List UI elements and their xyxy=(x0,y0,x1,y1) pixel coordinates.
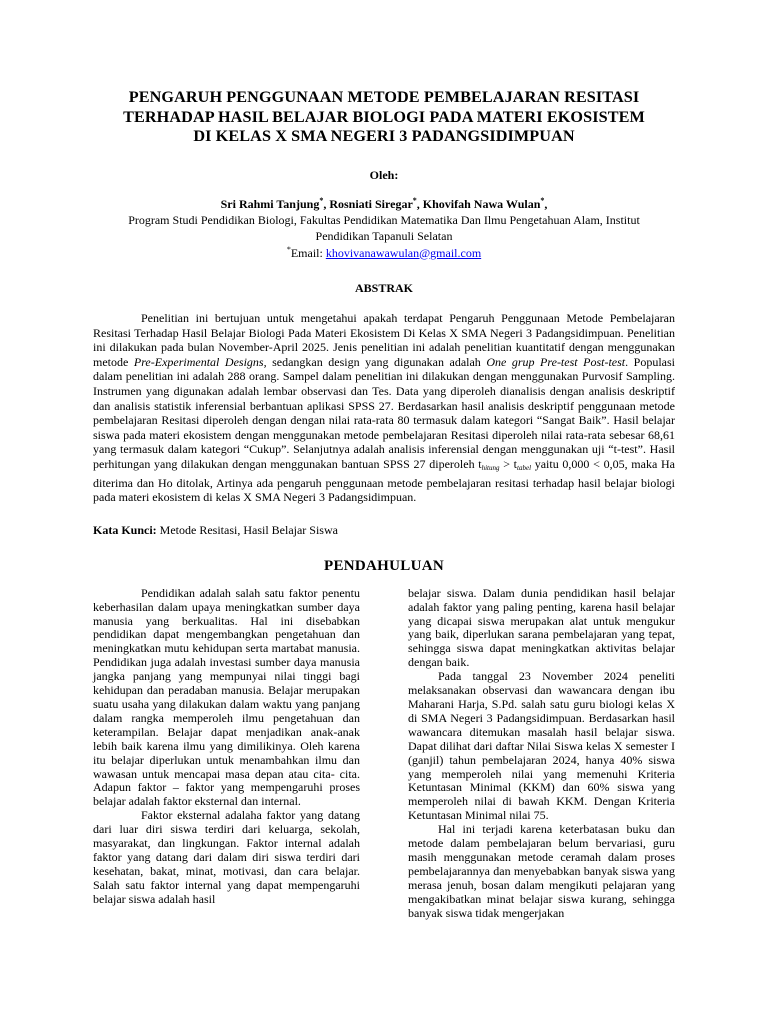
paragraph: Pada tanggal 23 November 2024 peneliti melaksanakan observasi dan wawancara dengan ibu Maharani Harja, S.Pd. salah satu guru biologi kelas X di SMA Negeri 3 Padangsidimpuan. Berdasarkan hasil wawancara ditemukan masalah hasil belajar siswa. Dapat dilihat dari daftar Nilai Siswa kelas X semester I (ganjil) tahun pembelajaran 2024, hanya 40% siswa yang memperoleh nilai yang memenuhi Kriteria Ketuntasan Minimal (KKM) dan 60% siswa yang memperoleh nilai di bawah KKM. Dengan Kriteria Ketuntasan Minimal nilai 75. xyxy=(408,669,675,823)
paragraph: Pendidikan adalah salah satu faktor penentu keberhasilan dalam upaya meningkatkan sumber daya manusia yang berkualitas. Hal ini disebabkan pendidikan dapat mengembangkan pengetahuan dan meningkatkan mutu kehidupan serta martabat manusia. Pendidikan juga adalah investasi sumber daya manusia jangka panjang yang mempunyai nilai tinggi bagi kehidupan dan peradaban manusia. Belajar merupakan suatu usaha yang dilakukan dalam waktu yang panjang dalam rangka memperoleh ilmu pengetahuan dan keterampilan. Belajar dapat menjadikan anak-anak lebih baik karena ilmu yang dimilikinya. Oleh karena itu belajar diperlukan untuk menambahkan ilmu dan wawasan untuk mencapai masa depan atau cita- cita. Adapun faktor – faktor yang mempengaruhi proses belajar adalah faktor eksternal dan internal. xyxy=(93,585,360,809)
paragraph: Faktor eksternal adalaha faktor yang datang dari luar diri siswa terdiri dari keluarga, sekolah, masyarakat, dan lingkungan. Faktor internal adalah faktor yang datang dari dalam diri siswa terdiri dari kesehatan, bakat, minat, motivasi, dan cara belajar. Salah satu faktor internal yang dapat mempengaruhi belajar siswa adalah hasil xyxy=(93,808,360,906)
email-link[interactable]: khovivanawawulan@gmail.com xyxy=(325,245,482,260)
abstract-part-2: sedangkan design yang digunakan adalah xyxy=(266,354,487,369)
keywords-text: Metode Resitasi, Hasil Belajar Siswa xyxy=(156,522,338,537)
right-column xyxy=(408,587,675,921)
affiliation-line-2: Pendidikan Tapanuli Selatan xyxy=(315,229,453,243)
author-3: Khovifah Nawa Wulan xyxy=(422,196,541,211)
author-separator: , xyxy=(416,196,423,211)
paragraph: Hal ini terjadi karena keterbatasan buku dan metode dalam pembelajaran belum bervariasi, guru masih menggunakan metode ceramah dalam proses pembelajarannya dan menyebabkan banyak siswa yang merasa jenuh, bosan dalam mengikuti pelajaran yang mengakibatkan minat belajar siswa kurang, sehingga banyak siswa tidak mengerjakan xyxy=(408,822,675,920)
t-hitung-subscript: hitung xyxy=(481,463,500,472)
affiliation xyxy=(93,212,675,245)
section-heading: PENDAHULUAN xyxy=(324,557,444,574)
oleh-label: Oleh: xyxy=(369,167,399,182)
keywords xyxy=(93,523,675,537)
keywords-label: Kata Kunci: xyxy=(93,522,157,537)
author-trail: , xyxy=(544,196,548,211)
author-separator: , xyxy=(323,196,330,211)
abstract-part-1: Penelitian ini bertujuan untuk mengetahui apakah terdapat Pengaruh Penggunaan Metode Pembelajaran Resitasi Terhadap Hasil Belajar Biologi Pada Materi Ekosistem Di Kelas X SMA Negeri 3 Padangsidimpuan. Penelitian ini dilakukan pada bulan November-April 2025. Jenis penelitian ini adalah penelitian kuantitatif dengan menggunakan metode xyxy=(93,311,675,369)
body-columns xyxy=(93,587,675,921)
abstract-italic-pretest: One grup Pre-test Post-test xyxy=(486,354,626,369)
author-1-mark: * xyxy=(319,195,324,205)
paper-page xyxy=(93,88,675,920)
author-list xyxy=(93,196,675,212)
abstract-part-4: > t xyxy=(499,456,518,471)
email-label: Email: xyxy=(290,245,326,260)
title-line-3: DI KELAS X SMA NEGERI 3 PADANGSIDIMPUAN xyxy=(193,127,575,145)
t-tabel-subscript: tabel xyxy=(517,463,532,472)
title-line-2: TERHADAP HASIL BELAJAR BIOLOGI PADA MATERI EKOSISTEM xyxy=(123,107,645,126)
author-3-mark: * xyxy=(540,195,545,205)
affiliation-line-1: Program Studi Pendidikan Biologi, Fakultas Pendidikan Matematika Dan Ilmu Pengetahuan Alam, Institut xyxy=(128,212,640,227)
paper-title xyxy=(93,88,675,147)
email-mark: * xyxy=(286,244,291,254)
abstract-part-5: yaitu 0,000 < 0,05, maka Ha diterima dan Ho ditolak, Artinya ada pengaruh penggunaan metode pembelajaran resitasi terhadap hasil belajar biologi pada materi ekosistem di kelas X SMA Negeri 3 Padangsidimpuan. xyxy=(93,456,675,505)
left-column xyxy=(93,587,360,921)
abstract-part-3: . Populasi dalam penelitian ini adalah 288 orang. Sampel dalam penelitian ini dilakukan dengan menggunakan Purvosif Sampling. Instrumen yang digunakan adalah lembar observasi dan Tes. Data yang diperoleh dianalisis dengan analisis deskriptif dan analisis statistik inferensial berbantuan aplikasi SPSS 27. Berdasarkan hasil analisis deskriptif penggunaan metode pembelajaran Resitasi diperoleh dengan dengan nilai rata-rata 80 termasuk dalam kategori “Sangat Baik”. Hasil belajar siswa pada materi ekosistem dengan menggunakan metode pembelajaran Resitasi diperoleh nilai rata-rata sebesar 68,61 yang termasuk dalam kategori “Cukup”. Selanjutnya adalah analisis inferensial dengan menggunakan uji “t-test”. Hasil perhitungan yang dilakukan dengan menggunakan bantuan SPSS 27 diperoleh t xyxy=(93,354,675,471)
abstract-text xyxy=(93,311,675,505)
author-2: Rosniati Siregar xyxy=(329,196,413,211)
author-1: Sri Rahmi Tanjung xyxy=(220,196,320,211)
author-2-mark: * xyxy=(412,195,417,205)
abstract-heading: ABSTRAK xyxy=(354,281,413,295)
paragraph: belajar siswa. Dalam dunia pendidikan hasil belajar adalah faktor yang paling penting, karena hasil belajar yang dicapai siswa merupakan alat untuk mengukur yang baik, diperlukan sarana pembelajaran yang tepat, sehingga siswa dapat meningkatkan aktivitas belajar dengan baik. xyxy=(408,585,675,670)
email-line xyxy=(93,245,675,262)
abstract-italic-design: Pre-Experimental Designs, xyxy=(133,354,267,369)
title-line-1: PENGARUH PENGGUNAAN METODE PEMBELAJARAN RESITASI xyxy=(128,88,640,106)
